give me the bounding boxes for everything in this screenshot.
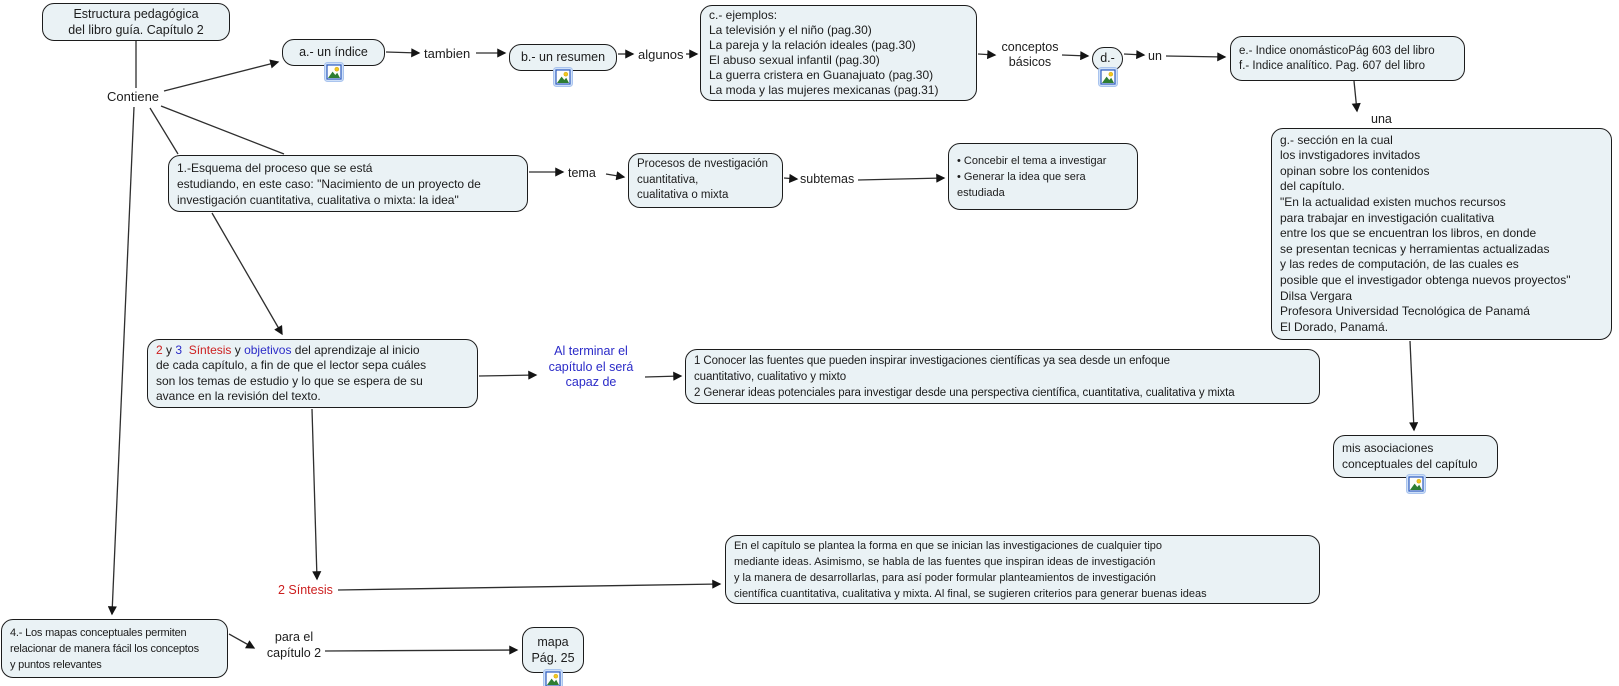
text-line: 1.-Esquema del proceso que se está: [177, 160, 373, 175]
text-line: opinan sobre los contenidos: [1280, 163, 1430, 178]
text-line: f.- Indice analítico. Pag. 607 del libro: [1239, 59, 1426, 72]
edge-sintesis2-encapitulo: [338, 584, 720, 590]
text-line: "En la actualidad existen muchos recursos: [1280, 195, 1506, 210]
link-label-contiene[interactable]: [107, 89, 159, 105]
text-line: se presentan tecnicas y herramientas actualizadas: [1280, 241, 1550, 256]
edge-procesos-subtemas: [784, 178, 797, 179]
text-line: 4.- Los mapas conceptuales permiten: [10, 626, 187, 639]
text-line: de cada capítulo, a fin de que el lector sepa cuáles: [156, 358, 427, 372]
text-line: una: [1371, 112, 1392, 126]
text-line: mapa: [537, 635, 569, 649]
text-line: En el capítulo se plantea la forma en que se inician las investigaciones de cualquier tipo: [734, 539, 1163, 552]
image-resource-icon[interactable]: [543, 669, 563, 686]
text-line: a.- un índice: [299, 44, 368, 59]
edge-ejemplos-conceptos: [978, 54, 995, 55]
text-line: Profesora Universidad Tecnológica de Panamá: [1280, 304, 1530, 319]
concept-node-sintesis23[interactable]: [147, 339, 478, 408]
text-line: Estructura pedagógica: [73, 6, 199, 21]
concept-node-procesos[interactable]: [628, 153, 783, 208]
text-line: son los temas de estudio y lo que se espera de su: [156, 373, 423, 388]
text-line: básicos: [1008, 55, 1052, 69]
text-line: mis asociaciones: [1342, 441, 1434, 455]
link-label-subtemas[interactable]: [800, 172, 854, 188]
edge-parael-mapa: [325, 650, 517, 651]
text-line: estudiada: [957, 186, 1005, 199]
text-line: conceptuales del capítulo: [1342, 456, 1478, 471]
edge-tema-procesos: [606, 174, 624, 177]
edge-ef-una: [1354, 81, 1357, 111]
edge-alterminar-conocer: [645, 376, 681, 377]
text-line: mediante ideas. Asimismo, se habla de las fuentes que inspiran ideas de investigación: [734, 555, 1156, 568]
text-line: y puntos relevantes: [10, 658, 102, 671]
text-line: capaz de: [565, 375, 617, 389]
text-line: La televisión y el niño (pag.30): [709, 23, 872, 37]
edge-contiene-indice: [164, 62, 278, 91]
edge-conceptos-d: [1062, 55, 1088, 56]
text-line: El Dorado, Panamá.: [1280, 319, 1389, 334]
text-line: conceptos: [1001, 40, 1059, 54]
text-line: 2 Generar ideas potenciales para investigar desde una perspectiva científica, cuantitativa, cualitativa y mixta: [694, 386, 1235, 399]
edge-subtemas-concebir: [858, 178, 944, 180]
text-line: Dilsa Vergara: [1280, 288, 1353, 303]
text-line: posible que el investigador obtenga nuevos proyectos": [1280, 272, 1571, 287]
concept-node-misasoc[interactable]: [1333, 435, 1498, 478]
text-line: algunos: [638, 47, 684, 62]
edge-mapas4-parael: [229, 634, 254, 648]
text-line: La guerra cristera en Guanajuato (pag.30): [709, 68, 934, 82]
concept-node-ejemplos[interactable]: [700, 5, 977, 101]
text-line: 2 y 3 Síntesis y objetivos del aprendizaje al inicio: [156, 342, 420, 357]
concept-node-concebir[interactable]: [948, 143, 1138, 210]
edge-sintesis23-alterminar: [479, 375, 536, 376]
image-resource-icon[interactable]: [1098, 67, 1118, 87]
text-line: Pág. 25: [531, 651, 575, 665]
text-line: capítulo 2: [266, 645, 322, 660]
text-line: los invstigadores invitados: [1280, 148, 1421, 163]
text-line: investigación cuantitativa, cualitativa o mixta: la idea": [177, 192, 459, 207]
edge-contiene-esquema: [161, 106, 284, 154]
text-line: 2 Síntesis: [278, 583, 333, 597]
text-line: Al terminar el: [554, 344, 628, 358]
text-line: La pareja y la relación ideales (pag.30): [709, 38, 916, 52]
image-resource-icon[interactable]: [553, 67, 573, 87]
concept-node-g[interactable]: [1271, 128, 1612, 340]
concept-node-estructura[interactable]: [42, 3, 230, 41]
text-line: para el: [274, 630, 314, 644]
link-label-una[interactable]: [1371, 112, 1392, 128]
edge-sintesis23-sintesis2: [312, 409, 317, 579]
text-line: • Concebir el tema a investigar: [957, 154, 1107, 167]
text-line: 1 Conocer las fuentes que pueden inspirar investigaciones científicas ya sea desde un enfoque: [694, 354, 1170, 367]
text-line: c.- ejemplos:: [709, 8, 778, 22]
edge-esquema-sintesis23: [212, 213, 282, 334]
text-line: del capítulo.: [1280, 179, 1345, 194]
link-label-alterminar[interactable]: [541, 344, 641, 391]
edge-d-un: [1124, 54, 1144, 55]
text-line: cuantitativa,: [637, 173, 699, 186]
concept-node-ef[interactable]: [1230, 36, 1465, 81]
text-line: avance en la revisión del texto.: [156, 389, 321, 403]
edge-g-misasoc: [1410, 341, 1414, 430]
text-line: estudiando, en este caso: "Nacimiento de un proyecto de: [177, 176, 481, 191]
edge-contiene-mapas4: [112, 107, 134, 614]
text-line: g.- sección en la cual: [1280, 132, 1393, 147]
text-line: • Generar la idea que sera: [957, 170, 1086, 183]
link-label-conceptos[interactable]: [999, 40, 1061, 70]
text-line: d.-: [1100, 51, 1115, 66]
text-line: y la manera de desarrollarlas, para así poder formular planteamientos de investigación: [734, 571, 1156, 584]
link-label-sintesis2[interactable]: [278, 583, 333, 599]
text-line: Contiene: [107, 89, 160, 104]
link-label-algunos[interactable]: [638, 47, 684, 63]
text-line: capítulo el será: [548, 359, 634, 374]
text-line: Procesos de nvestigación: [637, 158, 769, 171]
text-line: y las redes de computación, de las cuales es: [1280, 257, 1519, 272]
link-label-tambien[interactable]: [424, 46, 470, 62]
text-line: El abuso sexual infantil (pag.30): [709, 53, 880, 67]
text-line: e.- Indice onomásticoPág 603 del libro: [1239, 45, 1435, 57]
text-line: para trabajar en investigación cualitativa: [1280, 210, 1495, 225]
text-line: b.- un resumen: [520, 49, 606, 64]
text-line: entre los que se encuentran los libros, en donde: [1280, 226, 1537, 241]
text-line: cuantitativo, cualitativo y mixto: [694, 370, 847, 383]
text-line: tambien: [424, 46, 471, 61]
concept-node-mapa[interactable]: [522, 627, 584, 673]
text-line: un: [1148, 49, 1162, 63]
link-label-un[interactable]: [1148, 49, 1162, 65]
edge-contiene-esquema: [150, 108, 178, 154]
text-line: relacionar de manera fácil los conceptos: [10, 642, 199, 655]
concept-node-esquema[interactable]: [168, 155, 528, 212]
edge-indice-tambien: [386, 52, 419, 53]
text-line: La moda y las mujeres mexicanas (pag.31): [709, 83, 939, 97]
text-line: tema: [568, 166, 596, 180]
image-resource-icon[interactable]: [1406, 474, 1426, 494]
concept-node-encapitulo[interactable]: [725, 535, 1320, 604]
concept-node-conocer[interactable]: [685, 349, 1320, 404]
concept-node-mapas4[interactable]: [1, 619, 228, 678]
link-label-parael[interactable]: [263, 630, 325, 661]
text-line: científica cuantitativa, cualitativa y mixta. Al final, se sugieren criterios para generar buenas ideas: [734, 587, 1207, 600]
edge-un-ef: [1166, 56, 1225, 57]
link-label-tema[interactable]: [568, 166, 596, 182]
image-resource-icon[interactable]: [324, 62, 344, 82]
text-line: subtemas: [800, 172, 855, 186]
text-line: del libro guía. Capítulo 2: [68, 23, 204, 37]
text-line: cualitativa o mixta: [637, 189, 729, 202]
